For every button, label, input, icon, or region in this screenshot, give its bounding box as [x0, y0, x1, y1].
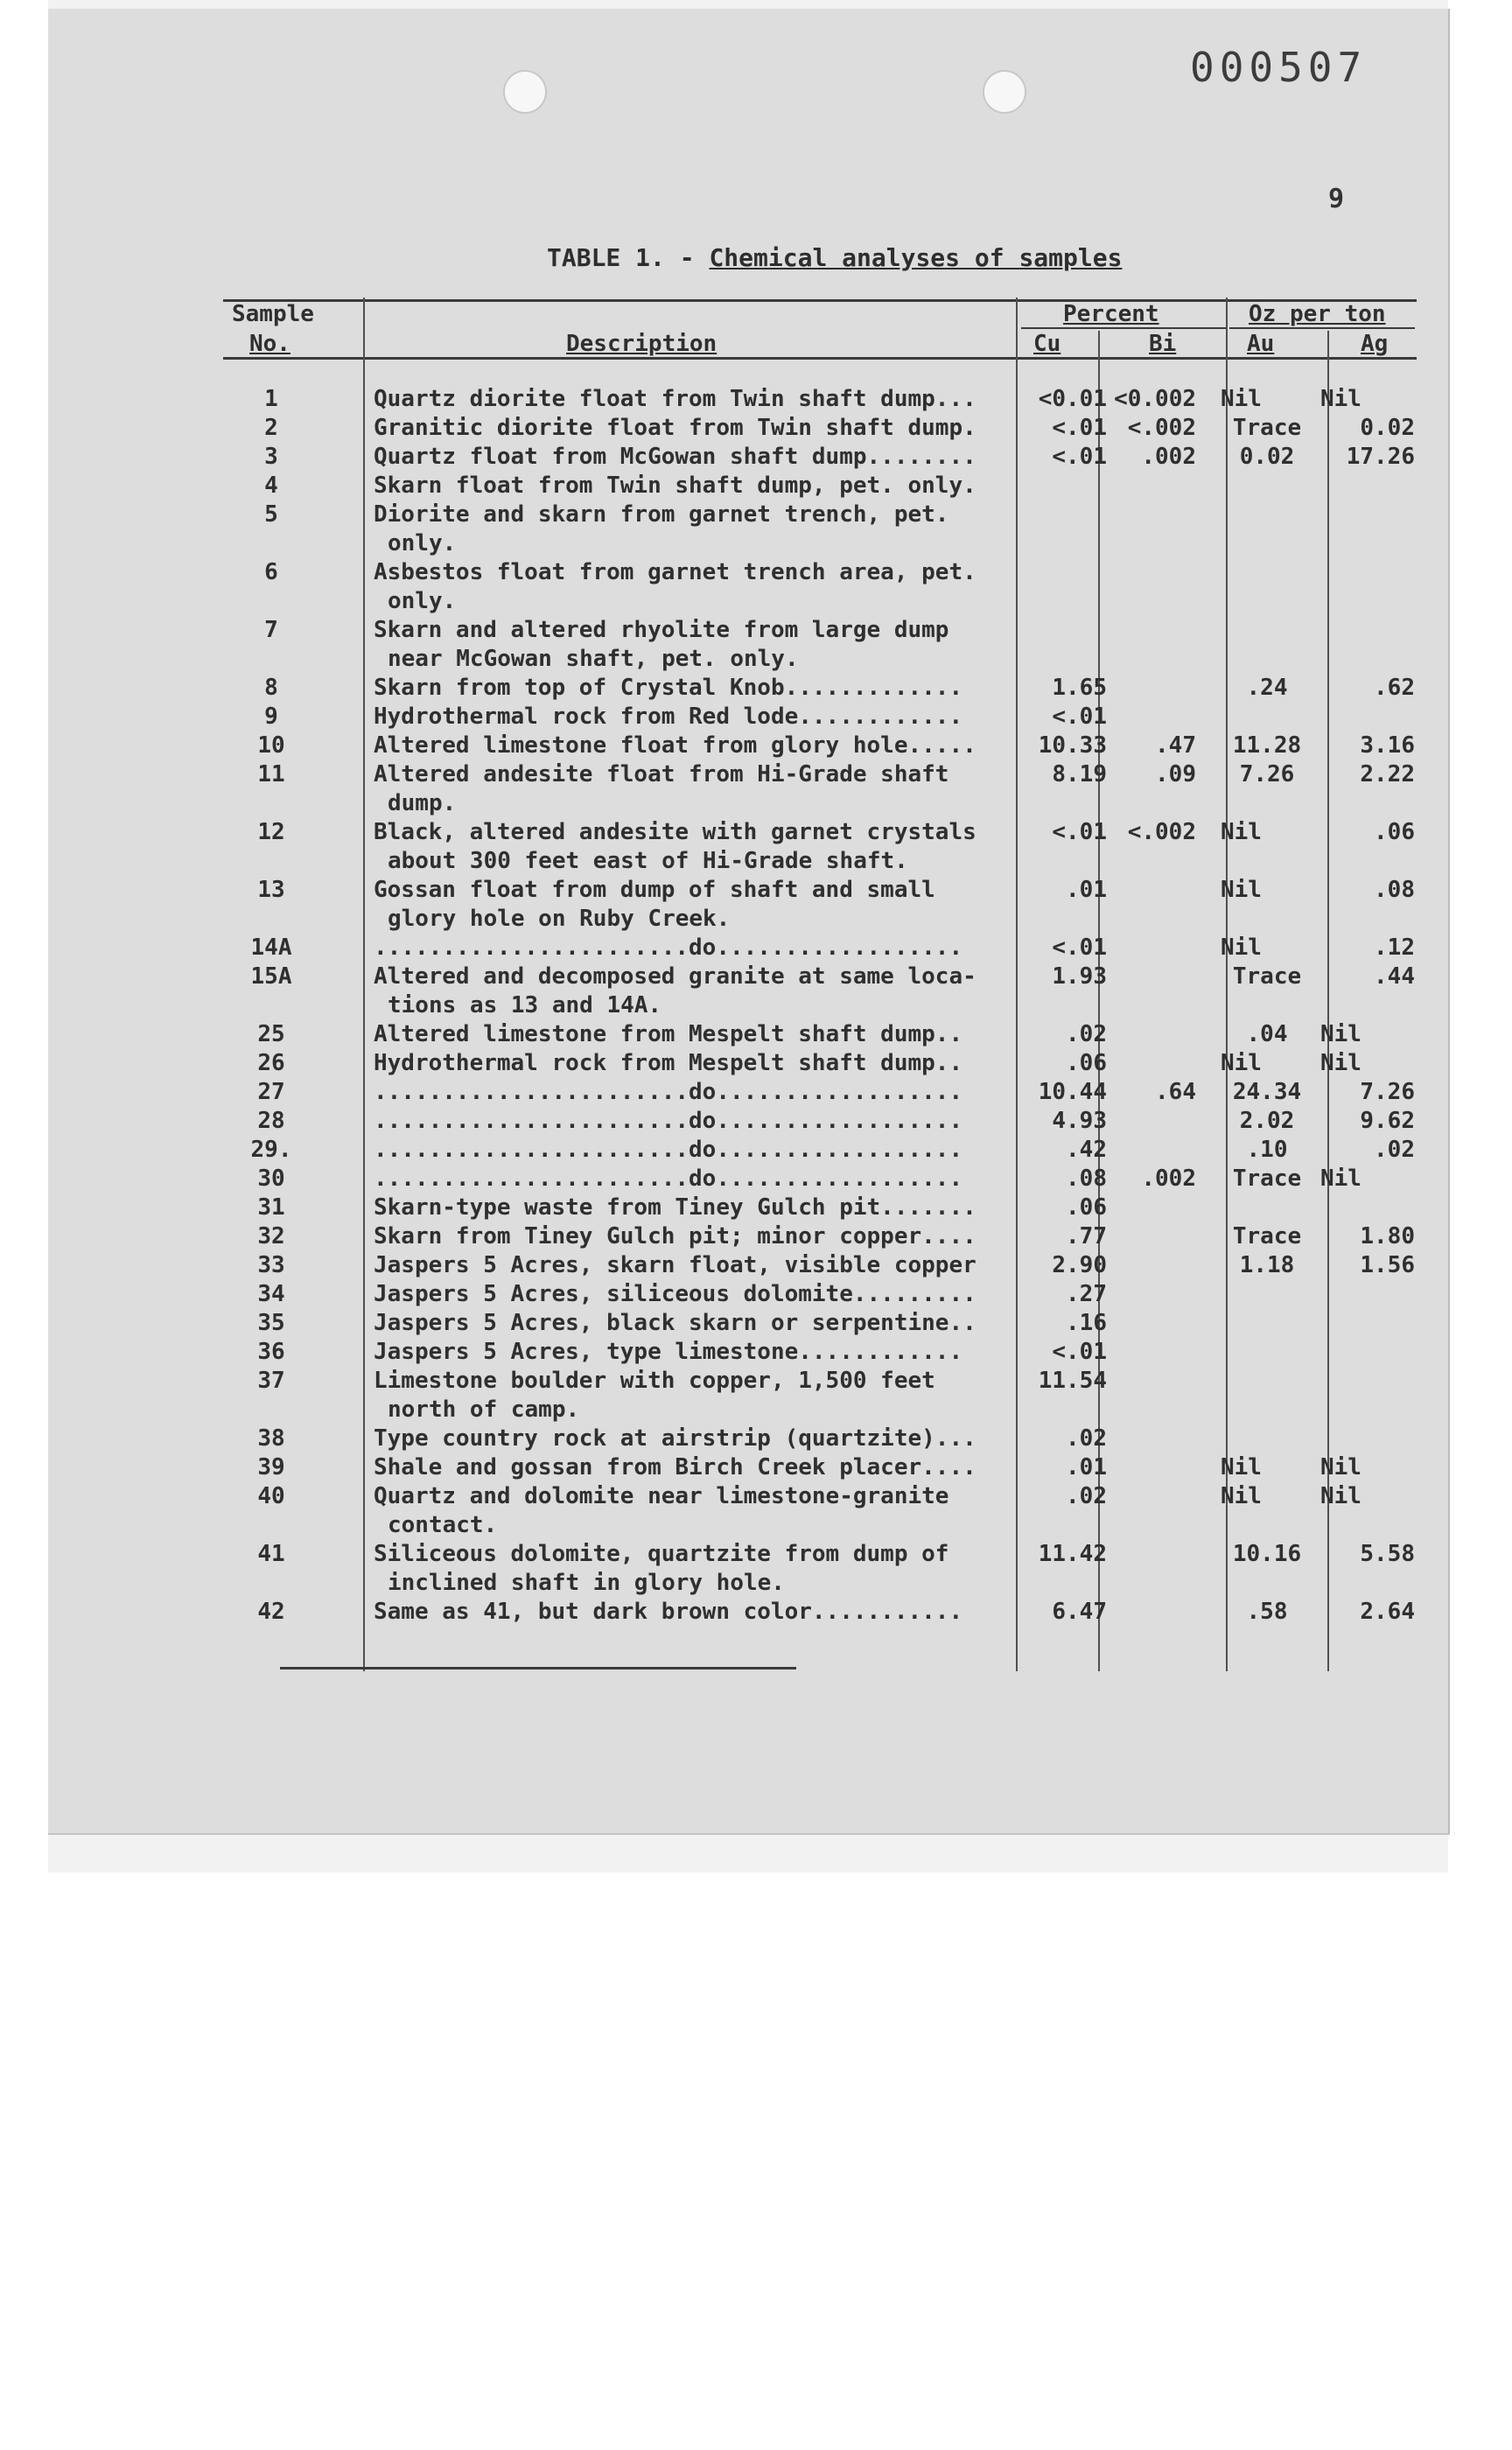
sample-description — [374, 1165, 1021, 1194]
cu-percent: .08 — [1066, 1166, 1107, 1192]
ag-oz-per-ton: 2.64 — [1360, 1599, 1415, 1625]
description-line: .......................do.................. — [374, 1137, 963, 1163]
sample-number: 1 — [264, 386, 278, 412]
sample-number: 8 — [264, 675, 278, 701]
sample-number: 7 — [264, 617, 278, 643]
cu-percent: <.01 — [1052, 704, 1107, 730]
cu-percent: 4.93 — [1052, 1108, 1107, 1134]
sample-number: 12 — [257, 819, 285, 845]
sample-description — [374, 962, 1021, 1020]
description-line: Altered limestone float from glory hole..... — [374, 732, 976, 759]
sample-description — [374, 760, 1021, 818]
cu-percent: .27 — [1066, 1281, 1107, 1307]
table-title-main: Chemical analyses of samples — [709, 243, 1123, 272]
description-line: Altered and decomposed granite at same loca- — [374, 963, 976, 990]
description-line: Asbestos float from garnet trench area, pet. — [374, 559, 976, 585]
sample-description — [374, 1020, 1021, 1049]
description-line: near McGowan shaft, pet. only. — [388, 646, 799, 672]
au-oz-per-ton: 1.18 — [1239, 1252, 1295, 1278]
header-sample-no: No. — [249, 331, 290, 357]
column-divider-no — [363, 298, 365, 1671]
ag-oz-per-ton: .62 — [1374, 675, 1415, 701]
sample-number: 30 — [257, 1166, 285, 1192]
document-id-stamp: 000507 — [1190, 44, 1368, 91]
description-line: Jaspers 5 Acres, skarn float, visible copper — [374, 1252, 976, 1278]
header-cu: Cu — [1033, 331, 1061, 357]
cu-percent: .01 — [1066, 1454, 1107, 1480]
sample-description — [374, 1424, 1021, 1453]
description-line: dump. — [388, 790, 457, 816]
sample-number: 4 — [264, 472, 278, 499]
header-au: Au — [1247, 331, 1275, 357]
description-line: Diorite and skarn from garnet trench, pet. — [374, 501, 949, 528]
sample-description — [374, 1107, 1021, 1136]
bi-percent: .002 — [1141, 1166, 1196, 1192]
sample-description — [374, 1078, 1021, 1107]
sample-number: 11 — [257, 761, 285, 788]
sample-number: 35 — [257, 1310, 285, 1336]
sample-description — [374, 674, 1021, 703]
sample-description — [374, 1540, 1021, 1598]
cu-percent: .02 — [1066, 1021, 1107, 1047]
au-oz-per-ton: Nil — [1221, 934, 1262, 961]
au-oz-per-ton: 7.26 — [1239, 761, 1295, 788]
au-oz-per-ton: 24.34 — [1232, 1079, 1302, 1105]
description-line: Gossan float from dump of shaft and small — [374, 877, 935, 903]
ag-oz-per-ton: Nil — [1320, 1454, 1362, 1480]
ag-oz-per-ton: 3.16 — [1360, 732, 1415, 759]
au-oz-per-ton: Trace — [1232, 963, 1302, 990]
description-line: about 300 feet east of Hi-Grade shaft. — [388, 848, 908, 874]
sample-number: 13 — [257, 877, 285, 903]
au-oz-per-ton: 0.02 — [1239, 444, 1295, 470]
header-oz-per-ton: Oz per ton — [1249, 301, 1386, 327]
description-line: Skarn and altered rhyolite from large dump — [374, 617, 949, 643]
description-line: Quartz diorite float from Twin shaft dump... — [374, 386, 976, 412]
sample-description — [374, 818, 1021, 876]
sample-number: 36 — [257, 1339, 285, 1365]
sample-number: 6 — [264, 559, 278, 585]
cu-percent: .02 — [1066, 1483, 1107, 1509]
sample-description — [374, 500, 1021, 558]
au-oz-per-ton: .04 — [1246, 1021, 1288, 1047]
sample-number: 28 — [257, 1108, 285, 1134]
description-line: inclined shaft in glory hole. — [388, 1570, 785, 1596]
punch-hole-right — [983, 70, 1026, 114]
ag-oz-per-ton: Nil — [1320, 1166, 1362, 1192]
ag-oz-per-ton: Nil — [1320, 1483, 1362, 1509]
header-bottom-rule — [223, 357, 1417, 360]
ag-oz-per-ton: Nil — [1320, 1021, 1362, 1047]
ag-oz-per-ton: 9.62 — [1360, 1108, 1415, 1134]
sample-number: 31 — [257, 1194, 285, 1221]
au-oz-per-ton: Nil — [1221, 877, 1262, 903]
description-line: contact. — [388, 1512, 498, 1538]
sample-description — [374, 414, 1021, 443]
header-sample: Sample — [232, 301, 314, 327]
sample-description — [374, 1598, 1021, 1627]
sample-number: 29. — [250, 1137, 292, 1163]
ag-oz-per-ton: .08 — [1374, 877, 1415, 903]
au-oz-per-ton: Trace — [1232, 1223, 1302, 1250]
sample-description — [374, 1338, 1021, 1367]
cu-percent: <0.01 — [1038, 386, 1107, 412]
sample-description — [374, 934, 1021, 962]
ag-oz-per-ton: .02 — [1374, 1137, 1415, 1163]
sample-number: 26 — [257, 1050, 285, 1076]
sample-number: 5 — [264, 501, 278, 528]
description-line: tions as 13 and 14A. — [388, 992, 662, 1018]
cu-percent: <.01 — [1052, 444, 1107, 470]
description-line: Altered andesite float from Hi-Grade shaft — [374, 761, 949, 788]
cu-percent: .01 — [1066, 877, 1107, 903]
sample-number: 15A — [250, 963, 292, 990]
au-oz-per-ton: Trace — [1232, 415, 1302, 441]
description-line: .......................do.................. — [374, 1079, 963, 1105]
header-percent: Percent — [1063, 301, 1159, 327]
sample-number: 34 — [257, 1281, 285, 1307]
sample-description — [374, 1194, 1021, 1222]
description-line: Skarn-type waste from Tiney Gulch pit....... — [374, 1194, 976, 1221]
table-title — [547, 243, 1122, 272]
description-line: Black, altered andesite with garnet crystals — [374, 819, 976, 845]
sample-description — [374, 1049, 1021, 1078]
header-bi: Bi — [1149, 331, 1177, 357]
ag-oz-per-ton: .06 — [1374, 819, 1415, 845]
description-line: .......................do.................. — [374, 1108, 963, 1134]
description-line: only. — [388, 588, 457, 614]
table-top-rule — [223, 299, 1417, 302]
au-oz-per-ton: .58 — [1246, 1599, 1288, 1625]
sample-number: 32 — [257, 1223, 285, 1250]
au-oz-per-ton: 11.28 — [1232, 732, 1302, 759]
ag-oz-per-ton: .44 — [1374, 963, 1415, 990]
bi-percent: .64 — [1155, 1079, 1196, 1105]
sample-description — [374, 703, 1021, 732]
ag-oz-per-ton: .12 — [1374, 934, 1415, 961]
description-line: Altered limestone from Mespelt shaft dump.. — [374, 1021, 963, 1047]
cu-percent: .16 — [1066, 1310, 1107, 1336]
ag-oz-per-ton: 7.26 — [1360, 1079, 1415, 1105]
description-line: .......................do.................. — [374, 1166, 963, 1192]
sample-description — [374, 1453, 1021, 1482]
sample-description — [374, 472, 1021, 500]
ag-oz-per-ton: 5.58 — [1360, 1541, 1415, 1567]
description-line: only. — [388, 530, 457, 556]
au-oz-per-ton: Nil — [1221, 1454, 1262, 1480]
description-line: Skarn from Tiney Gulch pit; minor copper.... — [374, 1223, 976, 1250]
sample-description — [374, 1136, 1021, 1165]
cu-percent: 1.93 — [1052, 963, 1107, 990]
bi-percent: <0.002 — [1114, 386, 1196, 412]
description-line: Skarn from top of Crystal Knob............. — [374, 675, 963, 701]
sample-number: 10 — [257, 732, 285, 759]
cu-percent: .02 — [1066, 1425, 1107, 1452]
description-line: Hydrothermal rock from Mespelt shaft dump.. — [374, 1050, 963, 1076]
bi-percent: .09 — [1155, 761, 1196, 788]
au-oz-per-ton: .24 — [1246, 675, 1288, 701]
au-oz-per-ton: 10.16 — [1232, 1541, 1302, 1567]
sample-description — [374, 1251, 1021, 1280]
sample-description — [374, 1222, 1021, 1251]
cu-percent: .06 — [1066, 1050, 1107, 1076]
ag-oz-per-ton: Nil — [1320, 386, 1362, 412]
sample-number: 27 — [257, 1079, 285, 1105]
oz-underline — [1229, 327, 1415, 329]
header-description: Description — [566, 331, 718, 357]
analysis-table — [223, 298, 1417, 1671]
cu-percent: <.01 — [1052, 819, 1107, 845]
cu-percent: 11.54 — [1038, 1368, 1107, 1394]
cu-percent: 2.90 — [1052, 1252, 1107, 1278]
ag-oz-per-ton: 1.56 — [1360, 1252, 1415, 1278]
sample-description — [374, 876, 1021, 934]
cu-percent: 10.33 — [1038, 732, 1107, 759]
au-oz-per-ton: Nil — [1221, 1050, 1262, 1076]
sample-description — [374, 732, 1021, 760]
description-line: Quartz and dolomite near limestone-granite — [374, 1483, 949, 1509]
description-line: Jaspers 5 Acres, siliceous dolomite......... — [374, 1281, 976, 1307]
bi-percent: <.002 — [1127, 415, 1196, 441]
au-oz-per-ton: Trace — [1232, 1166, 1302, 1192]
sample-description — [374, 558, 1021, 616]
table-bottom-rule — [280, 1667, 796, 1670]
sample-description — [374, 1309, 1021, 1338]
au-oz-per-ton: Nil — [1221, 386, 1262, 412]
au-oz-per-ton: 2.02 — [1239, 1108, 1295, 1134]
description-line: glory hole on Ruby Creek. — [388, 906, 731, 932]
description-line: Quartz float from McGowan shaft dump........ — [374, 444, 976, 470]
sample-description — [374, 385, 1021, 414]
cu-percent: <.01 — [1052, 934, 1107, 961]
sample-description — [374, 616, 1021, 674]
header-ag: Ag — [1361, 331, 1389, 357]
sample-number: 37 — [257, 1368, 285, 1394]
page-number: 9 — [1328, 184, 1345, 214]
ag-oz-per-ton: 17.26 — [1346, 444, 1415, 470]
sample-description — [374, 1280, 1021, 1309]
ag-oz-per-ton: Nil — [1320, 1050, 1362, 1076]
ag-oz-per-ton: 2.22 — [1360, 761, 1415, 788]
scanned-page — [48, 0, 1448, 1872]
description-line: Jaspers 5 Acres, type limestone............ — [374, 1339, 963, 1365]
cu-percent: <.01 — [1052, 1339, 1107, 1365]
description-line: Skarn float from Twin shaft dump, pet. only. — [374, 472, 976, 499]
table-title-prefix: TABLE 1. - — [547, 243, 710, 272]
sample-number: 9 — [264, 704, 278, 730]
sample-number: 38 — [257, 1425, 285, 1452]
au-oz-per-ton: Nil — [1221, 819, 1262, 845]
sample-description — [374, 1367, 1021, 1424]
sample-number: 2 — [264, 415, 278, 441]
description-line: Limestone boulder with copper, 1,500 feet — [374, 1368, 935, 1394]
percent-underline — [1021, 327, 1227, 329]
cu-percent: <.01 — [1052, 415, 1107, 441]
cu-percent: 8.19 — [1052, 761, 1107, 788]
cu-percent: 11.42 — [1038, 1541, 1107, 1567]
sample-number: 39 — [257, 1454, 285, 1480]
description-line: .......................do.................. — [374, 934, 963, 961]
description-line: Siliceous dolomite, quartzite from dump of — [374, 1541, 949, 1567]
paper-sheet — [48, 9, 1450, 1835]
cu-percent: .77 — [1066, 1223, 1107, 1250]
sample-number: 40 — [257, 1483, 285, 1509]
description-line: north of camp. — [388, 1396, 580, 1423]
sample-number: 42 — [257, 1599, 285, 1625]
description-line: Jaspers 5 Acres, black skarn or serpentine.. — [374, 1310, 976, 1336]
sample-description — [374, 1482, 1021, 1540]
cu-percent: 10.44 — [1038, 1079, 1107, 1105]
ag-oz-per-ton: 0.02 — [1360, 415, 1415, 441]
description-line: Granitic diorite float from Twin shaft dump. — [374, 415, 976, 441]
sample-number: 33 — [257, 1252, 285, 1278]
ag-oz-per-ton: 1.80 — [1360, 1223, 1415, 1250]
sample-number: 25 — [257, 1021, 285, 1047]
description-line: Hydrothermal rock from Red lode............ — [374, 704, 963, 730]
sample-number: 41 — [257, 1541, 285, 1567]
cu-percent: .06 — [1066, 1194, 1107, 1221]
bi-percent: .002 — [1141, 444, 1196, 470]
sample-number: 3 — [264, 444, 278, 470]
sample-number: 14A — [250, 934, 292, 961]
description-line: Shale and gossan from Birch Creek placer.... — [374, 1454, 976, 1480]
au-oz-per-ton: .10 — [1246, 1137, 1288, 1163]
cu-percent: 6.47 — [1052, 1599, 1107, 1625]
cu-percent: 1.65 — [1052, 675, 1107, 701]
punch-hole-left — [503, 70, 547, 114]
description-line: Same as 41, but dark brown color........... — [374, 1599, 963, 1625]
description-line: Type country rock at airstrip (quartzite)... — [374, 1425, 976, 1452]
cu-percent: .42 — [1066, 1137, 1107, 1163]
bi-percent: .47 — [1155, 732, 1196, 759]
bi-percent: <.002 — [1127, 819, 1196, 845]
au-oz-per-ton: Nil — [1221, 1483, 1262, 1509]
sample-description — [374, 443, 1021, 472]
